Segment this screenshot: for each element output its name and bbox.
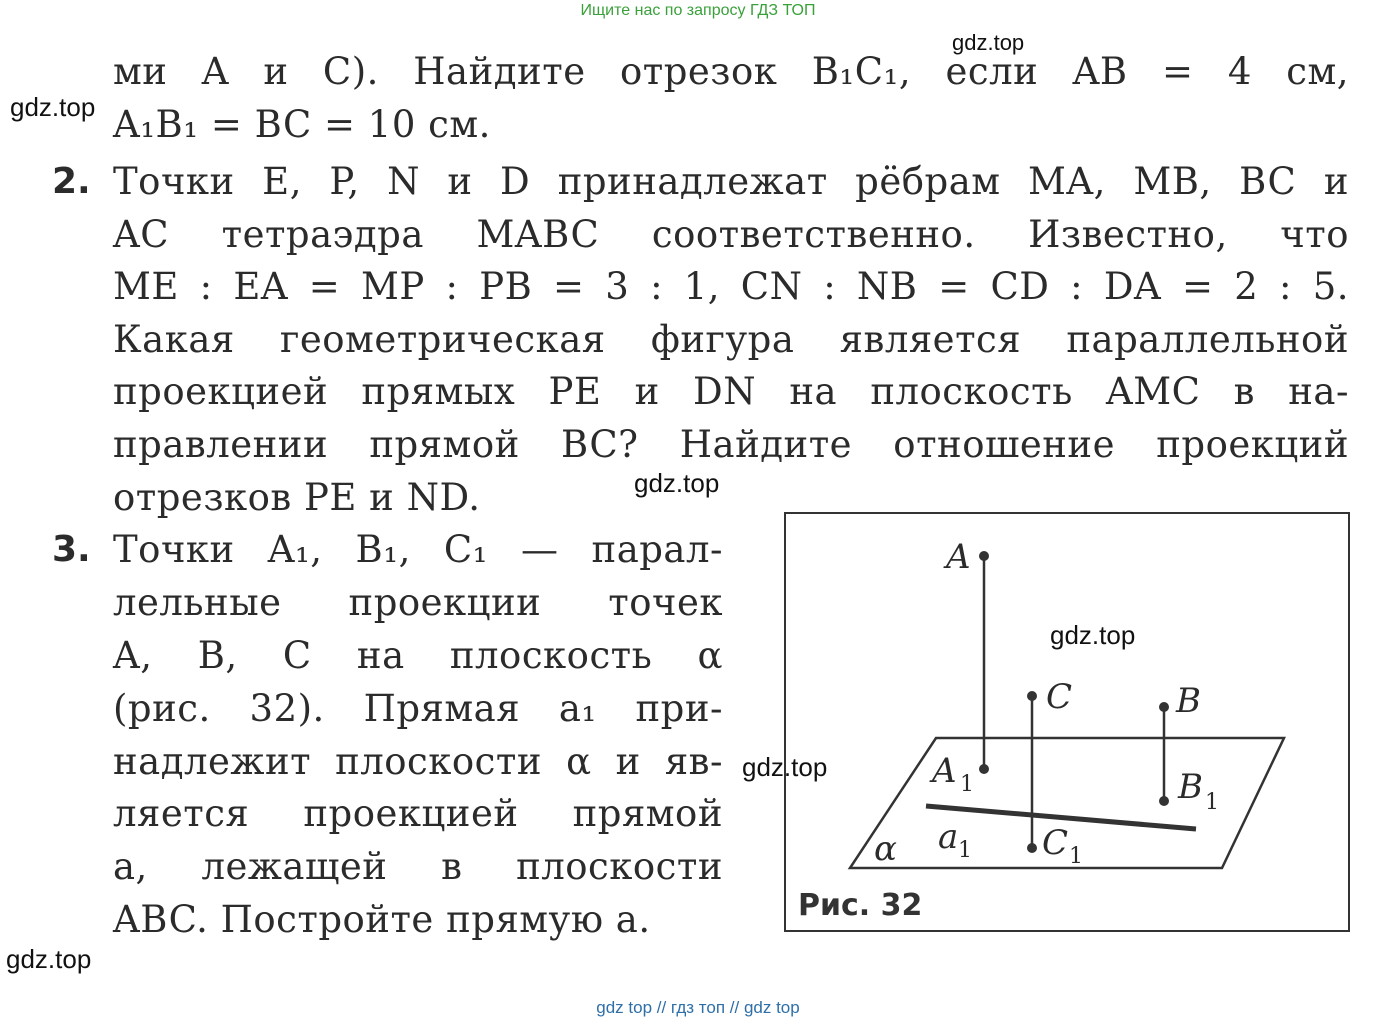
problem3-line-6: ляется проекцией прямой — [113, 792, 723, 835]
problem3-line-4: (рис. 32). Прямая a₁ при- — [113, 687, 723, 730]
problem2-number: 2. — [52, 161, 91, 202]
label-a1: A — [932, 751, 957, 791]
figure-caption: Рис. 32 — [798, 888, 923, 923]
label-alpha: α — [874, 829, 897, 869]
problem2-line-1: Точки E, P, N и D принадлежат рёбрам MA, MB, BC и — [113, 160, 1349, 203]
watermark: gdz.top — [952, 30, 1025, 55]
search-banner: Ищите нас по запросу ГДЗ ТОП — [580, 2, 816, 19]
problem1-line-2: A₁B₁ = BC = 10 см. — [113, 103, 491, 146]
problem2-line-5: проекцией прямых PE и DN на плоскость AMC в на- — [113, 370, 1349, 413]
watermark: gdz.top — [634, 468, 720, 498]
problem1-line-1: ми A и C). Найдите отрезок B₁C₁, если AB = 4 см, — [113, 50, 1349, 93]
label-a1-line-sub: 1 — [958, 838, 972, 863]
watermark: gdz.top — [10, 92, 96, 122]
label-c1: C — [1042, 823, 1069, 863]
problem2-line-2: AC тетраэдра MABC соответственно. Известно, что — [113, 213, 1349, 256]
label-a1-line: a — [938, 817, 959, 857]
watermark: gdz.top — [742, 752, 828, 782]
point-a — [979, 551, 989, 561]
problem2-line-6: правлении прямой BC? Найдите отношение проекций — [113, 423, 1349, 466]
point-b — [1159, 702, 1169, 712]
label-c: C — [1046, 677, 1073, 717]
label-b: B — [1176, 681, 1201, 721]
problem3-line-5: надлежит плоскости α и яв- — [113, 740, 723, 783]
watermark: gdz.top — [1050, 620, 1136, 650]
point-c1 — [1027, 843, 1037, 853]
problem3-line-1: Точки A₁, B₁, C₁ — парал- — [113, 528, 723, 571]
label-b1-sub: 1 — [1205, 790, 1219, 815]
problem3-number: 3. — [52, 529, 91, 570]
figure-32-drawing — [786, 514, 1348, 930]
figure-32 — [784, 512, 1350, 932]
point-c — [1027, 691, 1037, 701]
label-a: A — [946, 537, 971, 577]
point-a1 — [979, 764, 989, 774]
footer-watermark: gdz top // гдз топ // gdz top — [596, 998, 800, 1017]
problem2-line-7: отрезков PE и ND. — [113, 476, 481, 519]
problem3-line-7: a, лежащей в плоскости — [113, 845, 723, 888]
watermark: gdz.top — [6, 944, 92, 974]
problem3-line-3: A, B, C на плоскость α — [113, 634, 723, 677]
problem3-line-8: ABC. Постройте прямую a. — [113, 898, 651, 941]
label-a1-sub: 1 — [960, 772, 974, 797]
problem2-line-4: Какая геометрическая фигура является параллельной — [113, 318, 1349, 361]
problem3-line-2: лельные проекции точек — [113, 581, 723, 624]
label-b1: B — [1178, 767, 1203, 807]
label-c1-sub: 1 — [1069, 844, 1083, 869]
problem2-line-3: ME : EA = MP : PB = 3 : 1, CN : NB = CD : DA = 2 : 5. — [113, 265, 1349, 308]
point-b1 — [1159, 796, 1169, 806]
